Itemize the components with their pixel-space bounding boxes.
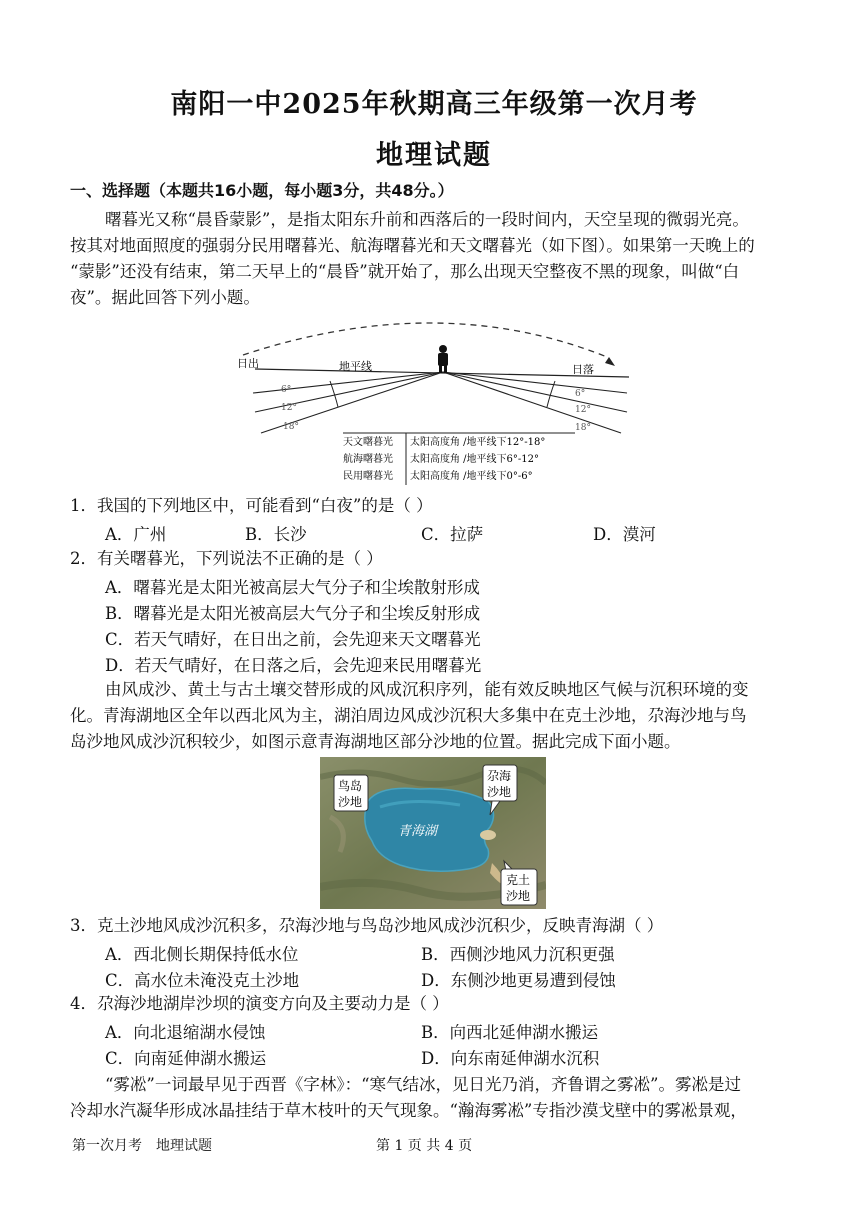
q2-stem: 2．有关曙暮光，下列说法不正确的是（ ） [70, 549, 383, 568]
intro-line-1: 曙暮光又称“晨昏蒙影”，是指太阳东升前和西落后的一段时间内，天空呈现的微弱光亮。 [105, 210, 749, 229]
q3-option-c[interactable]: C．高水位未淹没克土沙地 [105, 971, 300, 990]
angle-left-18: 18° [283, 422, 299, 432]
legend-astro-name: 天文曙暮光 [343, 437, 393, 448]
legend-civil-name: 民用曙暮光 [343, 471, 393, 482]
ketu-label-line2: 沙地 [506, 889, 531, 903]
q3-option-d[interactable]: D．东侧沙地更易遭到侵蚀 [421, 971, 616, 990]
q1-option-a[interactable]: A．广州 [105, 525, 167, 544]
label-sunrise: 日出 [237, 357, 259, 370]
q3-option-a[interactable]: A．西北侧长期保持低水位 [105, 945, 299, 964]
gahai-sand-patch [480, 830, 496, 840]
footer-exam-label: 第一次月考 地理试题 [72, 1138, 212, 1154]
intro-line-2: 按其对地面照度的强弱分民用曙暮光、航海曙暮光和天文曙暮光（如下图）。如果第一天晚上的 [70, 236, 755, 255]
angle-right-18: 18° [575, 423, 591, 433]
ketu-label-line1: 克土 [506, 873, 531, 887]
q4-option-b[interactable]: B．向西北延伸湖水搬运 [421, 1023, 599, 1042]
q2-option-d[interactable]: D．若天气晴好，在日落之后，会先迎来民用曙暮光 [105, 656, 482, 675]
passage3-line-1: “雾凇”一词最早见于西晋《字林》：“寒气结冰，见日光乃消，齐鲁谓之雾凇”。雾凇是过 [105, 1075, 741, 1094]
niaodao-label [334, 775, 368, 811]
q2-option-b[interactable]: B．曙暮光是太阳光被高层大气分子和尘埃反射形成 [105, 604, 481, 623]
qinghai-lake-map [320, 757, 546, 909]
angle-arc-right [547, 381, 555, 407]
passage2-line-2: 化。青海湖地区全年以西北风为主，湖泊周边风成沙沉积大多集中在克土沙地，尕海沙地与鸟 [70, 706, 747, 725]
legend-nautical-desc: 太阳高度角 /地平线下6°-12° [410, 454, 540, 465]
exam-subject: 地理试题 [376, 140, 492, 171]
q4-option-c[interactable]: C．向南延伸湖水搬运 [105, 1049, 267, 1068]
legend-nautical-name: 航海曙暮光 [343, 454, 393, 465]
intro-line-3: “蒙影”还没有结束，第二天早上的“晨昏”就开始了，那么出现天空整夜不黑的现象，叫做“白 [70, 262, 740, 281]
q1-option-b[interactable]: B．长沙 [245, 525, 307, 544]
q1-option-d[interactable]: D．漠河 [593, 525, 656, 544]
ray-right-18 [443, 372, 621, 433]
passage3-line-2: 冷却水汽凝华形成冰晶挂结于草木枝叶的天气现象。“瀚海雾凇”专指沙漠戈壁中的雾凇景观， [70, 1101, 747, 1120]
ray-right-12 [443, 372, 627, 412]
angle-arc-left [330, 381, 338, 407]
intro-line-4: 夜”。据此回答下列小题。 [70, 288, 260, 307]
angle-right-12: 12° [575, 405, 591, 415]
q4-stem: 4．尕海沙地湖岸沙坝的演变方向及主要动力是（ ） [70, 994, 449, 1013]
q1-stem: 1．我国的下列地区中，可能看到“白夜”的是（ ） [70, 496, 433, 515]
legend-astro-desc: 太阳高度角 /地平线下12°-18° [410, 437, 546, 448]
label-sunset: 日落 [572, 363, 594, 376]
twilight-diagram [225, 315, 645, 490]
sun-path-arrow [605, 357, 615, 366]
gahai-label-line1: 尕海 [487, 769, 512, 783]
legend-civil-desc: 太阳高度角 /地平线下0°-6° [410, 471, 533, 482]
section-heading: 一、选择题（本题共16小题，每小题3分，共48分。） [70, 181, 454, 200]
q4-option-d[interactable]: D．向东南延伸湖水沉积 [421, 1049, 600, 1068]
lake-label: 青海湖 [398, 824, 438, 839]
footer-page-number: 第 1 页 共 4 页 [376, 1138, 473, 1154]
q4-option-a[interactable]: A．向北退缩湖水侵蚀 [105, 1023, 266, 1042]
angle-left-12: 12° [281, 403, 297, 413]
observer-icon [438, 345, 448, 373]
q3-stem: 3．克土沙地风成沙沉积多，尕海沙地与鸟岛沙地风成沙沉积少，反映青海湖（ ） [70, 916, 664, 935]
q3-option-b[interactable]: B．西侧沙地风力沉积更强 [421, 945, 615, 964]
q2-option-c[interactable]: C．若天气晴好，在日出之前，会先迎来天文曙暮光 [105, 630, 481, 649]
angle-right-6: 6° [575, 389, 586, 399]
sun-path-arc [243, 323, 607, 357]
angle-left-6: 6° [281, 385, 292, 395]
label-horizon: 地平线 [339, 360, 372, 373]
exam-title: 南阳一中2025年秋期高三年级第一次月考 [170, 89, 698, 120]
passage2-line-1: 由风成沙、黄土与古土壤交替形成的风成沉积序列，能有效反映地区气候与沉积环境的变 [105, 680, 749, 699]
niaodao-label-line2: 沙地 [338, 795, 363, 809]
q1-option-c[interactable]: C．拉萨 [421, 525, 484, 544]
gahai-label-line2: 沙地 [487, 785, 512, 799]
q2-option-a[interactable]: A．曙暮光是太阳光被高层大气分子和尘埃散射形成 [105, 578, 480, 597]
passage2-line-3: 岛沙地风成沙沉积较少，如图示意青海湖地区部分沙地的位置。据此完成下面小题。 [70, 732, 681, 751]
niaodao-label-line1: 鸟岛 [338, 779, 363, 793]
